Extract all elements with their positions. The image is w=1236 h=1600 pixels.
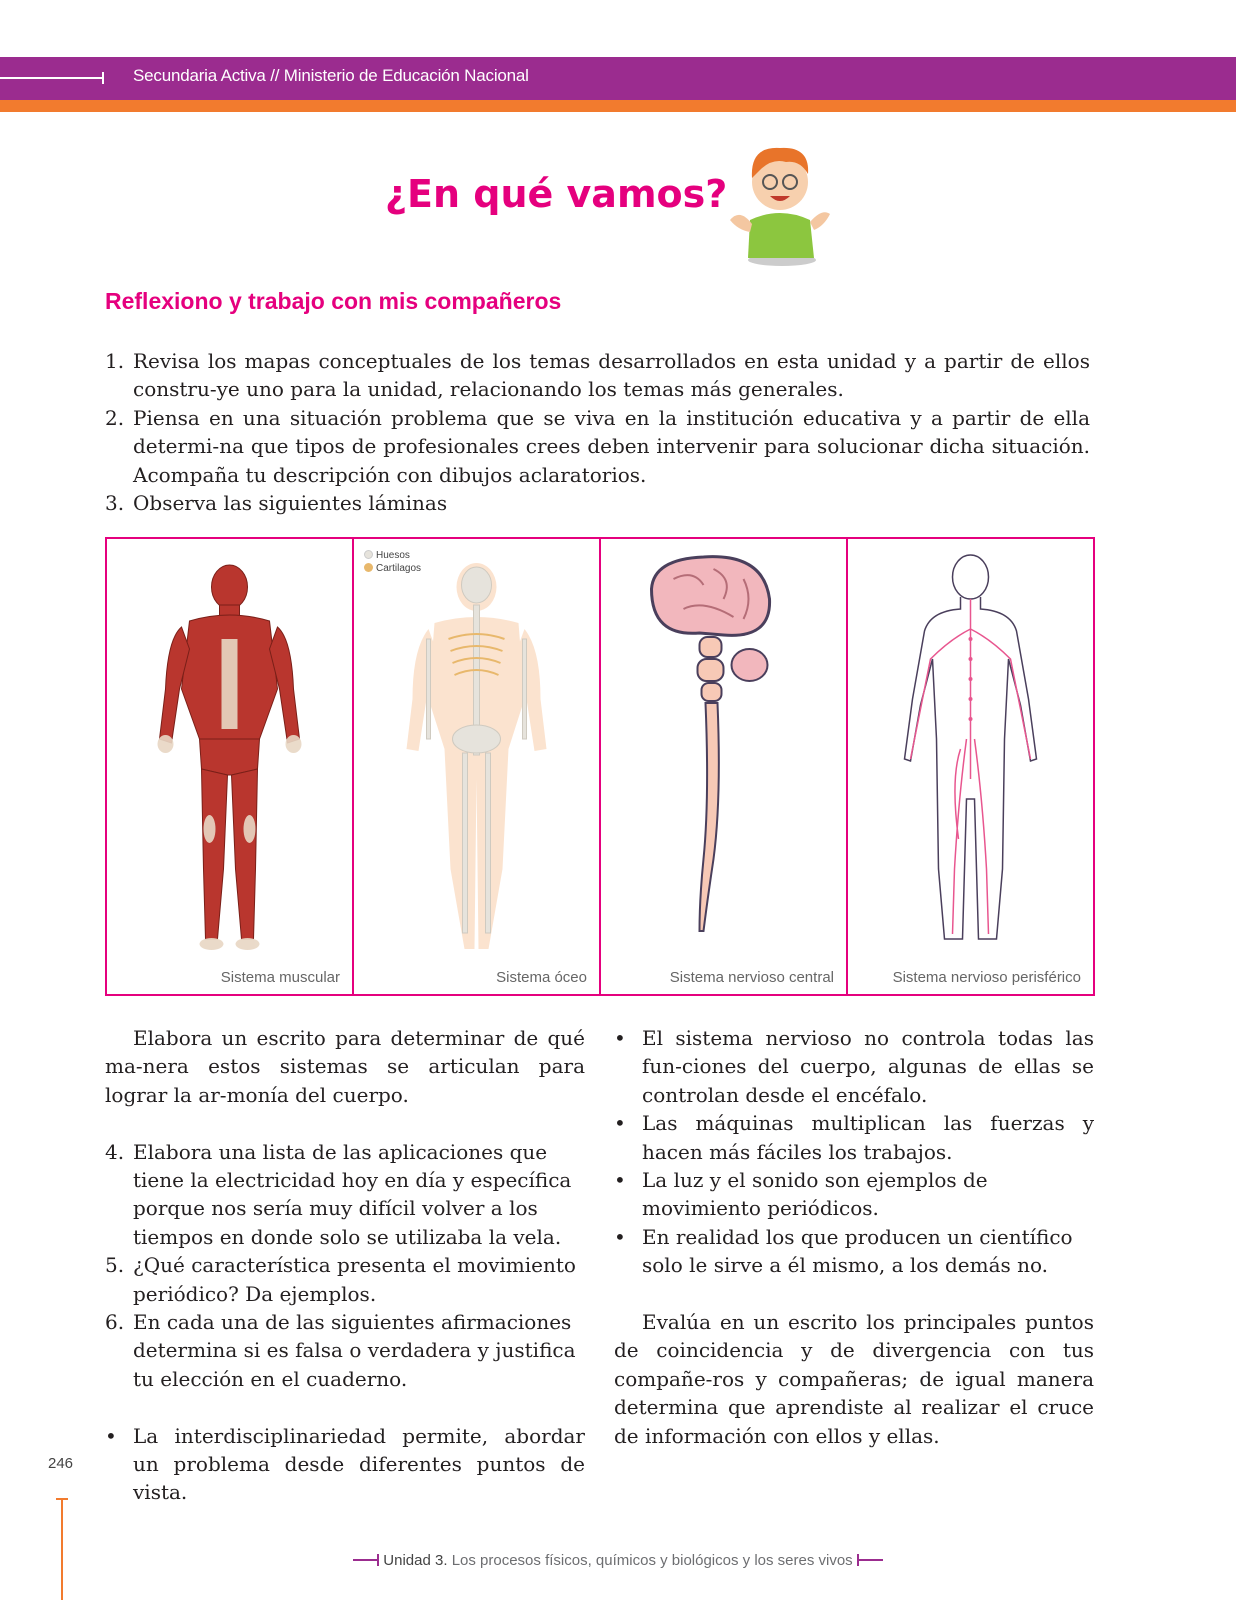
- item-number: 2.: [105, 405, 125, 430]
- caption-skeletal: Sistema óceo: [496, 969, 587, 986]
- peripheral-nervous-system-image: [848, 539, 1093, 969]
- panel-muscular: [107, 539, 354, 994]
- list-item: [105, 489, 1090, 517]
- item-text: En cada una de las siguientes afirmaciones determina si es falsa o verdadera y justifica tu elección en el cuaderno.: [133, 1310, 576, 1391]
- margin-tick: [56, 1498, 68, 1500]
- item-text: ¿Qué característica presenta el movimiento periódico? Da ejemplos.: [133, 1253, 576, 1306]
- item-number: 4.: [105, 1139, 125, 1164]
- item-text: El sistema nervioso no controla todas las fun-ciones del cuerpo, algunas de ellas se controlan desde el encéfalo.: [642, 1026, 1094, 1107]
- caption-muscular: Sistema muscular: [220, 969, 340, 986]
- caption-pns: Sistema nervioso perisférico: [892, 969, 1081, 986]
- footer-bar-right: [857, 1559, 883, 1561]
- page-number: 246: [48, 1455, 74, 1472]
- item-text: Observa las siguientes láminas: [133, 491, 448, 516]
- item-text: En realidad los que producen un científico solo le sirve a él mismo, a los demás no.: [642, 1224, 1073, 1278]
- list-item: [105, 347, 1090, 404]
- panel-skeletal: [354, 539, 601, 994]
- question-list: [105, 1138, 585, 1394]
- item-text: La interdisciplinariedad permite, abordar un problema desde diferentes puntos de vista.: [133, 1423, 585, 1505]
- list-item: [105, 1422, 585, 1507]
- bullet: •: [614, 1168, 626, 1193]
- header-rule: [0, 77, 104, 79]
- header-title: Secundaria Activa // Ministerio de Educación Nacional: [133, 66, 529, 85]
- caption-cns: Sistema nervioso central: [669, 969, 834, 986]
- header-stripe: [0, 100, 1236, 112]
- footer-unit: Unidad 3.: [383, 1552, 448, 1569]
- left-column: [105, 1024, 585, 1507]
- instruction-list: [105, 347, 1090, 517]
- bullet: •: [614, 1026, 626, 1050]
- item-number: 6.: [105, 1310, 125, 1335]
- bullet: •: [105, 1423, 117, 1448]
- page-footer: [0, 1552, 1236, 1569]
- header-tick: [102, 72, 104, 84]
- list-item: [614, 1024, 1094, 1109]
- skeletal-system-image: [354, 539, 599, 969]
- right-column: [614, 1024, 1094, 1450]
- closing-paragraph: Evalúa en un escrito los principales puntos de coincidencia y de divergencia con tus compañe-ros y compañeras; de igual manera determina que aprendiste al realizar el cruce de información con ellos y ellas.: [614, 1310, 1094, 1448]
- muscular-system-image: [107, 539, 352, 969]
- item-text: Piensa en una situación problema que se viva en la institución educativa y a partir de ella determi-na que tipos de profesionales crees deben intervenir para solucionar dicha situación. Acompaña tu descripción con dibujos aclaratorios.: [133, 405, 1090, 487]
- item-text: La luz y el sonido son ejemplos de movimiento periódicos.: [642, 1168, 988, 1221]
- central-nervous-system-image: [601, 539, 846, 969]
- footer-bar-left: [353, 1559, 379, 1561]
- list-item: [105, 1251, 585, 1308]
- page-title: ¿En qué vamos?: [385, 172, 728, 216]
- body-systems-figure: [105, 537, 1095, 996]
- item-text: Revisa los mapas conceptuales de los temas desarrollados en esta unidad y a partir de ellos constru-ye uno para la unidad, relacionando los temas más generales.: [133, 349, 1090, 402]
- list-item: [105, 404, 1090, 489]
- item-text: Las máquinas multiplican las fuerzas y hacen más fáciles los trabajos.: [642, 1111, 1094, 1164]
- footer-text: Los procesos físicos, químicos y biológicos y los seres vivos: [451, 1552, 853, 1569]
- margin-rule: [61, 1498, 63, 1600]
- bullet: •: [614, 1111, 626, 1136]
- legend-label: Huesos: [376, 550, 410, 561]
- item-number: 3.: [105, 491, 125, 516]
- item-number: 1.: [105, 349, 125, 373]
- intro-paragraph: Elabora un escrito para determinar de qué ma-nera estos sistemas se articulan para lograr la ar-monía del cuerpo.: [105, 1026, 585, 1107]
- legend-label: Cartilagos: [376, 563, 422, 574]
- section-heading: Reflexiono y trabajo con mis compañeros: [105, 288, 562, 314]
- item-text: Elabora una lista de las aplicaciones que tiene la electricidad hoy en día y específica porque nos sería muy difícil volver a los tiempos en donde solo se utilizaba la vela.: [133, 1139, 572, 1249]
- panel-pns: [848, 539, 1093, 994]
- list-item: [614, 1109, 1094, 1166]
- statement-list: [614, 1024, 1094, 1280]
- list-item: [105, 1308, 585, 1393]
- mascot-icon: [730, 140, 830, 268]
- bullet: •: [614, 1224, 626, 1249]
- statement-list: [105, 1422, 585, 1507]
- list-item: [614, 1223, 1094, 1280]
- item-number: 5.: [105, 1253, 125, 1278]
- list-item: [614, 1166, 1094, 1223]
- list-item: [105, 1138, 585, 1252]
- panel-cns: [601, 539, 848, 994]
